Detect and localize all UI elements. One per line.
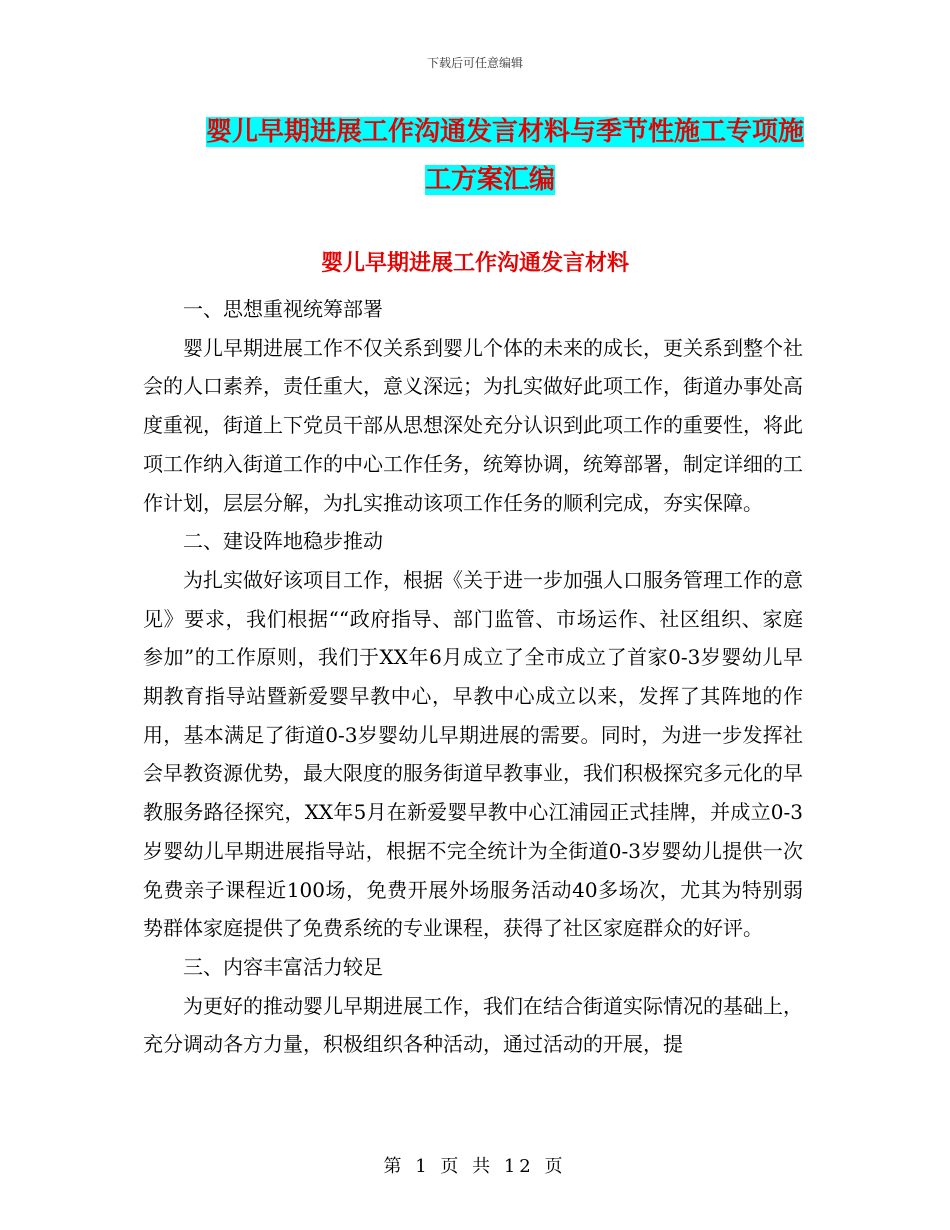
section-title: 婴儿早期进展工作沟通发言材料 — [320, 251, 629, 276]
heading-1: 一、思想重视统筹部署 — [183, 297, 383, 321]
heading-3: 三、内容丰富活力较足 — [183, 954, 383, 979]
header-note: 下载后可任意编辑 — [426, 56, 523, 70]
document-title-line-1 — [0, 108, 950, 156]
paragraph-2: 为扎实做好该项目工作，根据《关于进一步加强人口服务管理工作的意见》要求，我们根据““政府指导、部门监管、市场运作、社区组织、家庭参加”的工作原则，我们于XX年6月成立了全市成立了首家0-3岁婴幼儿早期教育指导站暨新爱婴早教中心，早教中心成立以来，发挥了其阵地的作用，基本满足了街道0-3岁婴幼儿早期进展的需要。同时，为进一步发挥社会早教资源优势，最大限度的服务街道早教事业，我们积极探究多元化的早教服务路径探究，XX年5月在新爱婴早教中心江浦园正式挂牌，并成立0-3岁婴幼儿早期进展指导站，根据不完全统计为全街道0-3岁婴幼儿提供一次免费亲子课程近100场，免费开展外场服务活动40多场次，尤其为特别弱势群体家庭提供了免费系统的专业课程，获得了社区家庭群众的好评。 — [143, 567, 803, 941]
paragraph-1: 婴儿早期进展工作不仅关系到婴儿个体的未来的成长，更关系到整个社会的人口素养，责任重大，意义深远；为扎实做好此项工作，街道办事处高度重视，街道上下党员干部从思想深处充分认识到此项工作的重要性，将此项工作纳入街道工作的中心工作任务，统筹协调，统筹部署，制定详细的工作计划，层层分解，为扎实推动该项工作任务的顺利完成，夯实保障。 — [143, 335, 803, 515]
title-highlight-2: 工方案汇编 — [424, 165, 555, 195]
title-highlight-1: 婴儿早期进展工作沟通发言材料与季节性施工专项施 — [205, 117, 804, 147]
page-footer: 第 1 页 共 12 页 — [383, 1156, 567, 1177]
document-title — [0, 108, 950, 204]
document-body — [143, 290, 803, 1064]
heading-2: 二、建设阵地稳步推动 — [183, 529, 383, 554]
document-title-line-2 — [0, 156, 950, 204]
paragraph-3: 为更好的推动婴儿早期进展工作，我们在结合街道实际情况的基础上，充分调动各方力量，积极组织各种活动，通过活动的开展，提 — [143, 993, 803, 1057]
